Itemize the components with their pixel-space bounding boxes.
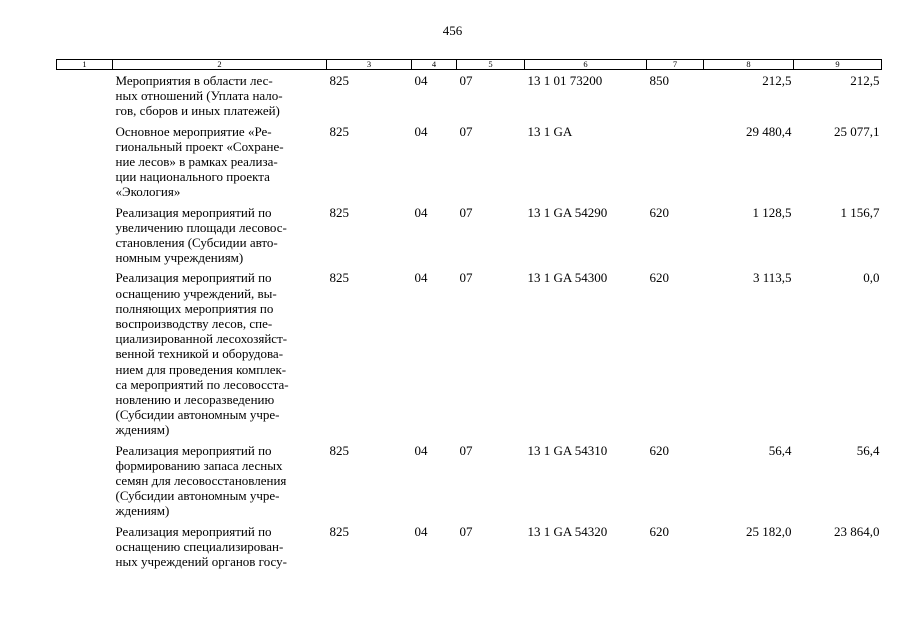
- column-header: 9: [794, 60, 882, 70]
- name-line: гиональный проект «Сохране-: [115, 138, 284, 154]
- name-line: ции национального проекта: [115, 169, 270, 185]
- column-header: 7: [647, 60, 704, 70]
- row-amount-2-cell: 1 156,7: [840, 204, 880, 220]
- row-amount-1-cell: 1 128,5: [752, 204, 792, 220]
- row-blank-cell: [57, 70, 113, 121]
- row-subsection-cell: 07: [459, 270, 473, 286]
- name-line: нием для проведения комплек-: [115, 361, 287, 377]
- row-name-cell: [113, 267, 327, 439]
- row-section-cell: 04: [414, 204, 428, 220]
- row-section-cell: 04: [414, 523, 428, 539]
- name-line: ние лесов» в рамках реализа-: [115, 154, 278, 170]
- column-header: 1: [57, 60, 113, 70]
- row-expense-type-cell: 620: [649, 204, 669, 220]
- table-row: [57, 121, 882, 202]
- name-line: становления (Субсидии авто-: [115, 235, 278, 251]
- name-line: са мероприятий по лесовосста-: [115, 376, 289, 392]
- row-target-article-cell: 13 1 GA 54310: [527, 442, 608, 458]
- row-subsection-cell: 07: [459, 73, 473, 88]
- table-row: [57, 70, 882, 121]
- column-header: 8: [704, 60, 794, 70]
- name-line: Основное мероприятие «Ре-: [115, 123, 272, 139]
- column-header: 2: [113, 60, 327, 70]
- name-line: воспроизводству лесов, спе-: [115, 316, 273, 332]
- table-row: [57, 521, 882, 572]
- name-line: ждениям): [115, 503, 170, 519]
- name-line: ных учреждений органов госу-: [115, 554, 287, 570]
- row-amount-2-cell: 212,5: [850, 73, 880, 88]
- row-section-cell: 04: [414, 123, 428, 139]
- column-header: 4: [412, 60, 457, 70]
- row-expense-type-cell: 620: [649, 523, 669, 539]
- row-grbs-cell: 825: [329, 442, 349, 458]
- row-target-article-cell: 13 1 GA 54320: [527, 523, 608, 539]
- row-subsection-cell: 07: [459, 442, 473, 458]
- name-line: циализированной лесохозяйст-: [115, 331, 288, 347]
- name-line: (Субсидии автономным учре-: [115, 488, 280, 504]
- row-expense-type-cell: [647, 121, 704, 202]
- row-expense-type-cell: 850: [649, 73, 669, 88]
- row-subsection-cell: 07: [459, 123, 473, 139]
- name-line: ждениям): [115, 422, 170, 438]
- row-grbs-cell: 825: [329, 73, 349, 88]
- name-line: Реализация мероприятий по: [115, 523, 272, 539]
- name-line: гов, сборов и иных платежей): [115, 103, 280, 119]
- row-blank-cell: [57, 267, 113, 439]
- row-amount-2-cell: 23 864,0: [834, 523, 880, 539]
- name-line: «Экология»: [115, 184, 181, 200]
- name-line: номным учреждениям): [115, 250, 244, 266]
- row-subsection-cell: 07: [459, 204, 473, 220]
- row-grbs-cell: 825: [329, 270, 349, 286]
- row-amount-1-cell: 3 113,5: [752, 270, 792, 286]
- column-header: 3: [327, 60, 412, 70]
- row-amount-1-cell: 212,5: [762, 73, 792, 88]
- page-number: 456: [442, 23, 463, 38]
- row-name-cell: [113, 70, 327, 121]
- row-amount-1-cell: 56,4: [768, 442, 792, 458]
- row-expense-type-cell: 620: [649, 442, 669, 458]
- row-name-cell: [113, 440, 327, 521]
- name-line: Реализация мероприятий по: [115, 442, 272, 458]
- name-line: оснащению учреждений, вы-: [115, 285, 277, 301]
- name-line: оснащению специализирован-: [115, 538, 284, 554]
- row-amount-1-cell: 29 480,4: [746, 123, 792, 139]
- table-row: [57, 267, 882, 439]
- row-name-cell: [113, 521, 327, 572]
- row-grbs-cell: 825: [329, 204, 349, 220]
- row-section-cell: 04: [414, 442, 428, 458]
- row-blank-cell: [57, 440, 113, 521]
- row-grbs-cell: 825: [329, 523, 349, 539]
- name-line: Реализация мероприятий по: [115, 270, 272, 286]
- table-row: [57, 202, 882, 268]
- row-section-cell: 04: [414, 73, 428, 88]
- row-expense-type-cell: 620: [649, 270, 669, 286]
- name-line: семян для лесовосстановления: [115, 473, 287, 489]
- row-name-cell: [113, 202, 327, 268]
- table-row: [57, 440, 882, 521]
- name-line: (Субсидии автономным учре-: [115, 407, 280, 423]
- name-line: полняющих мероприятия по: [115, 300, 274, 316]
- row-amount-2-cell: 0,0: [863, 270, 880, 286]
- row-amount-1-cell: 25 182,0: [746, 523, 792, 539]
- row-blank-cell: [57, 202, 113, 268]
- name-line: увеличению площади лесовос-: [115, 219, 287, 235]
- name-line: новлению и лесоразведению: [115, 392, 275, 408]
- budget-table: [56, 59, 882, 571]
- row-target-article-cell: 13 1 01 73200: [527, 73, 603, 88]
- column-number-row: [57, 60, 882, 70]
- column-header: 5: [457, 60, 525, 70]
- row-target-article-cell: 13 1 GA 54290: [527, 204, 608, 220]
- row-section-cell: 04: [414, 270, 428, 286]
- row-amount-2-cell: 25 077,1: [834, 123, 880, 139]
- name-line: венной техникой и оборудова-: [115, 346, 284, 362]
- row-target-article-cell: 13 1 GA 54300: [527, 270, 608, 286]
- name-line: Реализация мероприятий по: [115, 204, 272, 220]
- row-blank-cell: [57, 121, 113, 202]
- row-blank-cell: [57, 521, 113, 572]
- row-subsection-cell: 07: [459, 523, 473, 539]
- name-line: Мероприятия в области лес-: [115, 73, 273, 88]
- row-target-article-cell: 13 1 GA: [527, 123, 573, 139]
- name-line: ных отношений (Уплата нало-: [115, 88, 283, 104]
- row-amount-2-cell: 56,4: [856, 442, 880, 458]
- row-name-cell: [113, 121, 327, 202]
- name-line: формированию запаса лесных: [115, 457, 283, 473]
- row-grbs-cell: 825: [329, 123, 349, 139]
- column-header: 6: [525, 60, 647, 70]
